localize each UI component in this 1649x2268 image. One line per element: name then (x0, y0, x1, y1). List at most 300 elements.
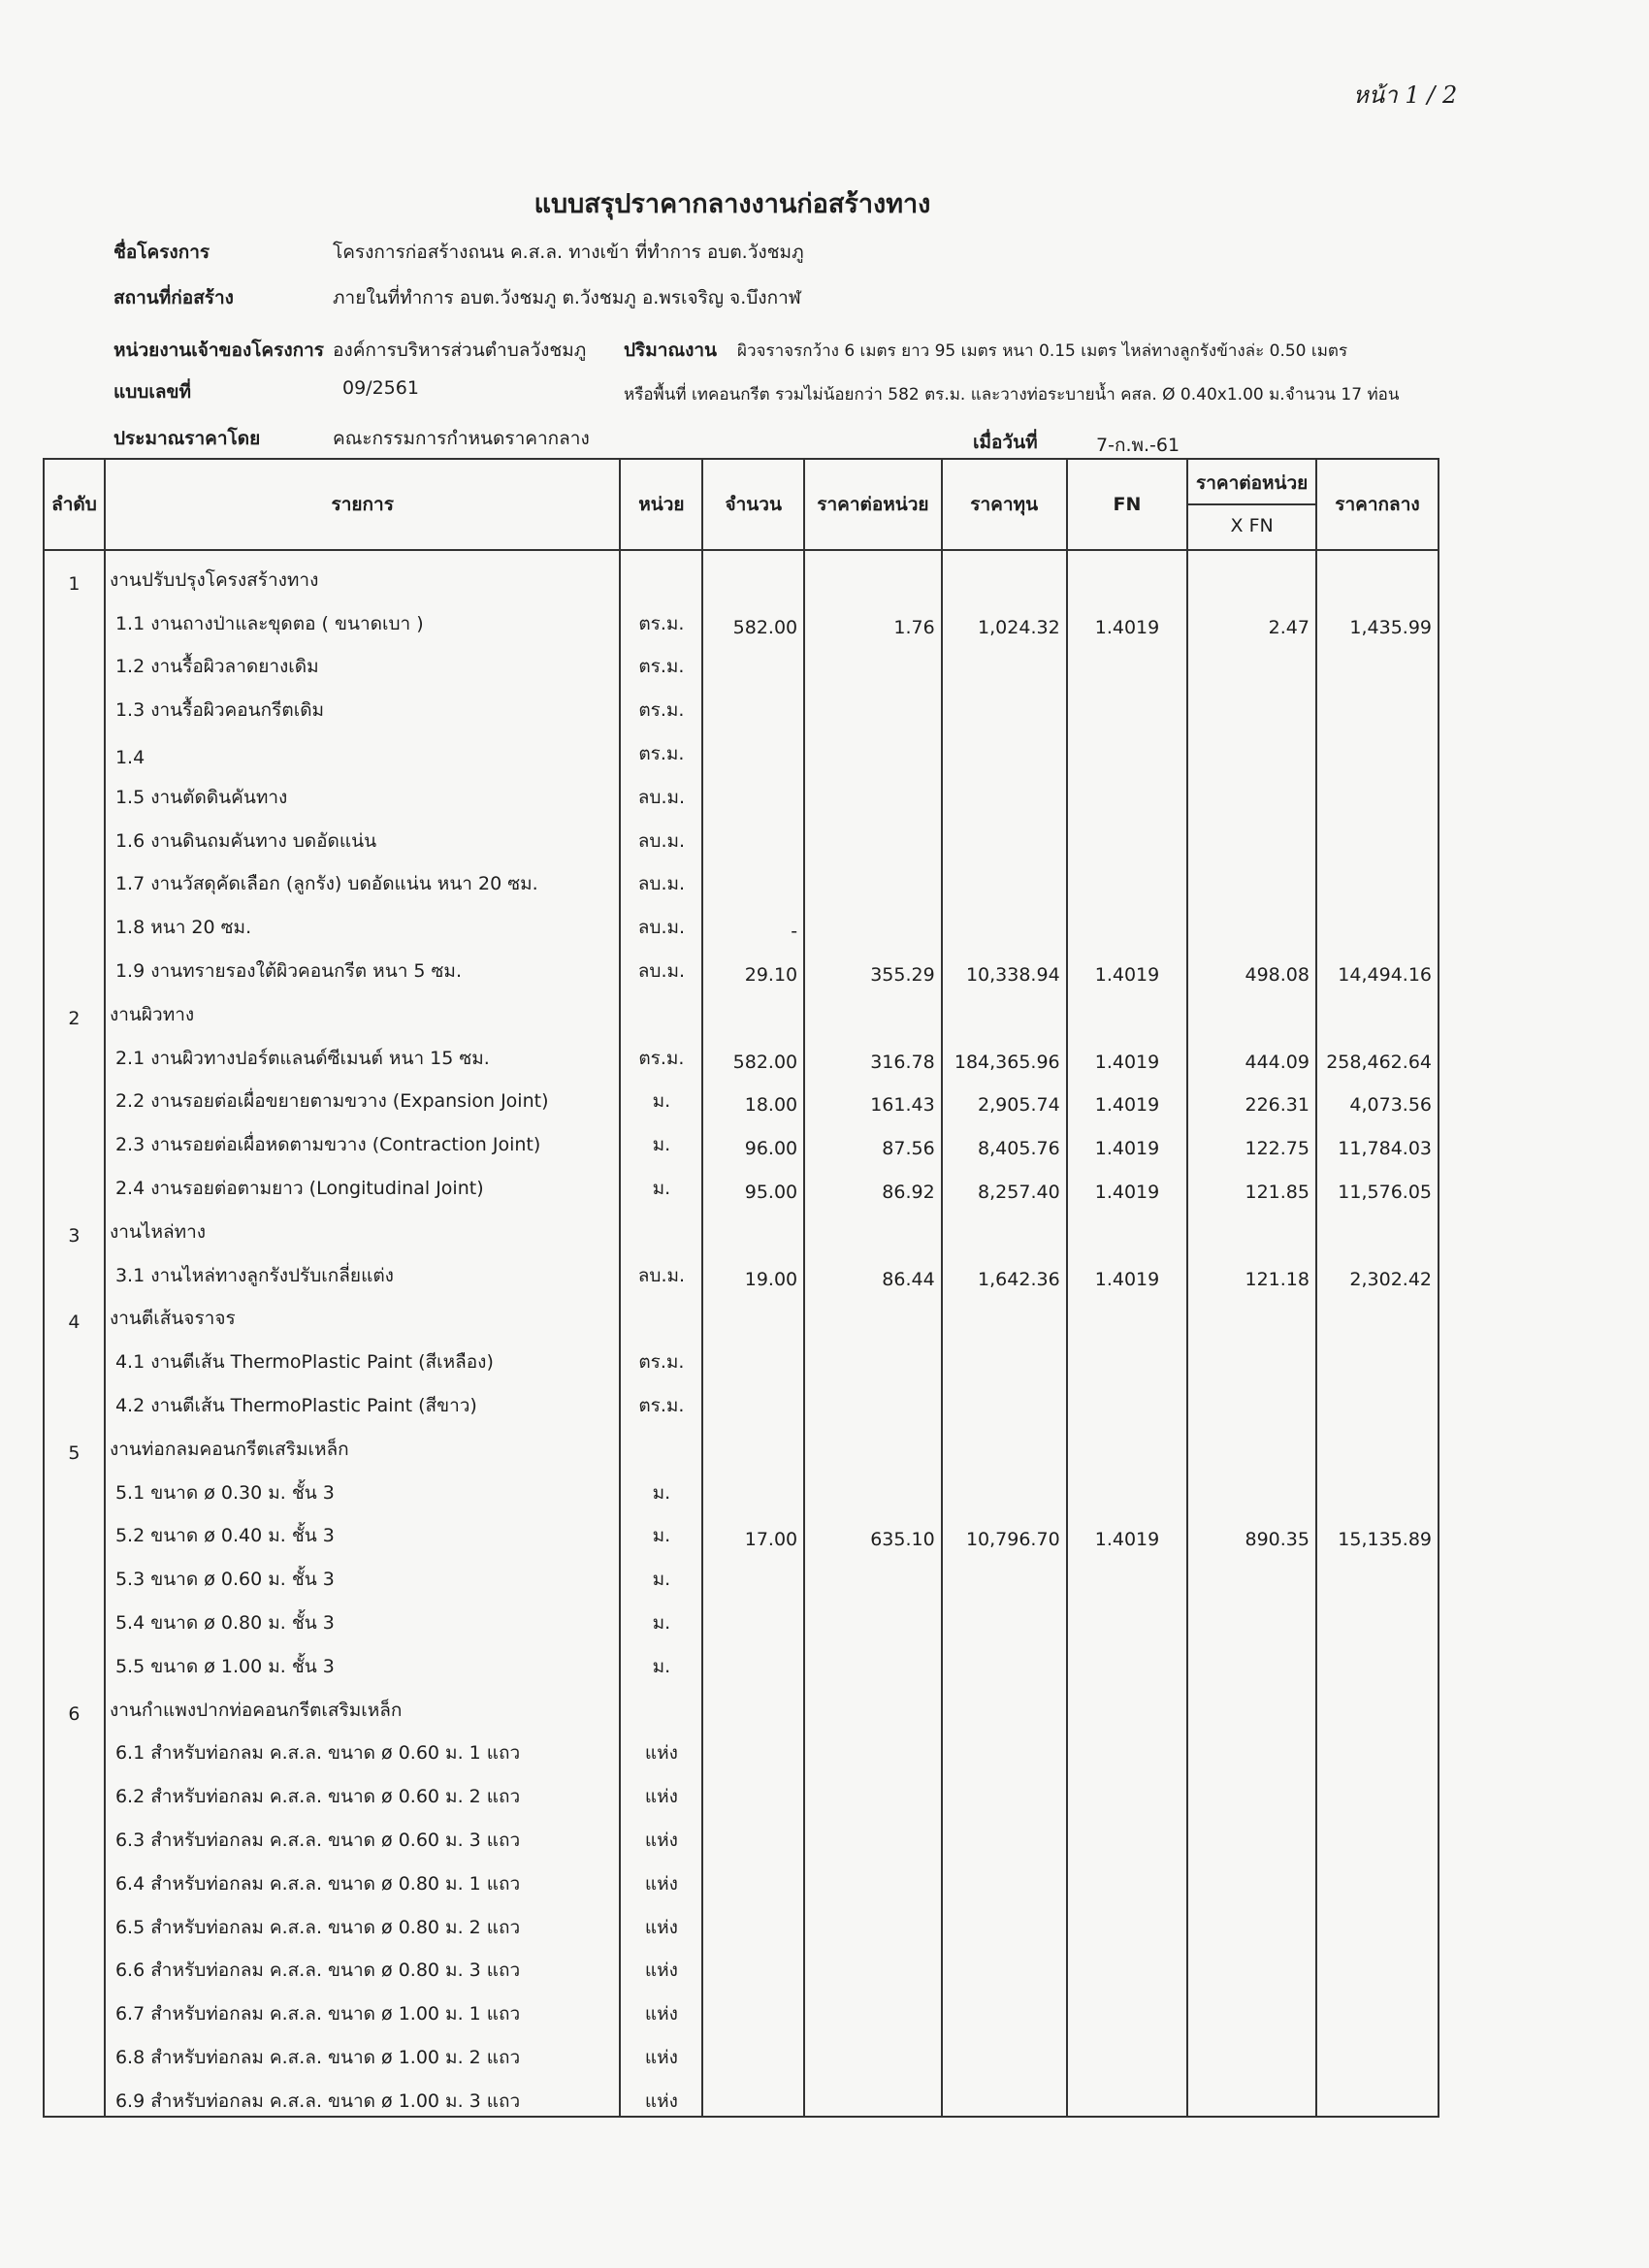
row-number (44, 1377, 105, 1420)
row-fn (1067, 1464, 1188, 1507)
row-description: 6.6 สำหรับท่อกลม ค.ส.ล. ขนาด ø 0.80 ม. 3 แถว (105, 1942, 621, 1986)
row-unit-price (804, 856, 942, 899)
row-unit-price-fn (1187, 1637, 1316, 1681)
row-quantity (702, 638, 804, 682)
row-fn (1067, 812, 1188, 856)
header-no: ลำดับ (44, 459, 105, 550)
row-description: 1.2 งานรื้อผิวลาดยางเดิม (105, 638, 621, 682)
row-number (44, 638, 105, 682)
row-median-price (1316, 986, 1439, 1029)
table-section-row (44, 1681, 1439, 1725)
row-quantity (702, 1637, 804, 1681)
row-description: งานปรับปรุงโครงสร้างทาง (105, 550, 621, 595)
row-median-price (1316, 1811, 1439, 1855)
table-row (44, 2072, 1439, 2117)
row-median-price (1316, 2072, 1439, 2117)
row-unit-price (804, 898, 942, 942)
row-unit-price-fn (1187, 1725, 1316, 1768)
row-number (44, 1767, 105, 1811)
row-fn (1067, 986, 1188, 1029)
row-unit-price (804, 1767, 942, 1811)
row-quantity (702, 1767, 804, 1811)
row-unit-price (804, 1811, 942, 1855)
row-number (44, 1029, 105, 1073)
row-unit-price-fn (1187, 1464, 1316, 1507)
row-quantity (702, 1985, 804, 2028)
row-fn (1067, 1420, 1188, 1464)
row-quantity (702, 812, 804, 856)
estimator-value: คณะกรรมการกำหนดราคากลาง (333, 428, 590, 449)
row-number (44, 1550, 105, 1594)
row-median-price: 2,302.42 (1316, 1247, 1439, 1290)
table-row (44, 1507, 1439, 1551)
row-unit-price-fn (1187, 1855, 1316, 1898)
row-unit-price (804, 1290, 942, 1334)
row-unit-price: 161.43 (804, 1073, 942, 1117)
row-description: 1.7 งานวัสดุคัดเลือก (ลูกรัง) บดอัดแน่น หนา 20 ซม. (105, 856, 621, 899)
table-body (44, 550, 1439, 2117)
row-description: งานตีเส้นจราจร (105, 1290, 621, 1334)
row-unit: ลบ.ม. (620, 942, 702, 986)
row-unit-price (804, 1333, 942, 1377)
row-number (44, 1898, 105, 1942)
row-description: 2.4 งานรอยต่อตามยาว (Longitudinal Joint) (105, 1159, 621, 1203)
row-quantity (702, 768, 804, 812)
row-unit-price-fn (1187, 681, 1316, 725)
row-cost (942, 1333, 1067, 1377)
row-median-price: 258,462.64 (1316, 1029, 1439, 1073)
row-unit-price (804, 2072, 942, 2117)
row-description: 3.1 งานไหล่ทางลูกรังปรับเกลี่ยแต่ง (105, 1247, 621, 1290)
row-cost (942, 1898, 1067, 1942)
row-fn (1067, 1767, 1188, 1811)
row-number (44, 1637, 105, 1681)
row-unit-price-fn (1187, 986, 1316, 1029)
row-median-price (1316, 1942, 1439, 1986)
owner-label: หน่วยงานเจ้าของโครงการ (113, 340, 324, 361)
row-description: 6.3 สำหรับท่อกลม ค.ส.ล. ขนาด ø 0.60 ม. 3 แถว (105, 1811, 621, 1855)
row-unit-price-fn (1187, 1811, 1316, 1855)
row-unit-price-fn (1187, 1290, 1316, 1334)
row-description: 2.1 งานผิวทางปอร์ตแลนด์ซีเมนต์ หนา 15 ซม. (105, 1029, 621, 1073)
row-unit: แห่ง (620, 2072, 702, 2117)
row-unit-price (804, 725, 942, 768)
row-fn (1067, 1811, 1188, 1855)
row-cost: 10,796.70 (942, 1507, 1067, 1551)
table-row (44, 1898, 1439, 1942)
row-fn: 1.4019 (1067, 942, 1188, 986)
row-number (44, 812, 105, 856)
row-unit-price (804, 1203, 942, 1247)
row-fn (1067, 1985, 1188, 2028)
row-cost (942, 768, 1067, 812)
row-quantity (702, 986, 804, 1029)
row-unit-price-fn (1187, 1767, 1316, 1811)
row-number (44, 768, 105, 812)
table-row (44, 1550, 1439, 1594)
row-description: 1.1 งานถางป่าและขุดตอ ( ขนาดเบา ) (105, 595, 621, 638)
row-fn: 1.4019 (1067, 1116, 1188, 1159)
row-description: 6.1 สำหรับท่อกลม ค.ส.ล. ขนาด ø 0.60 ม. 1 แถว (105, 1725, 621, 1768)
row-unit: ตร.ม. (620, 595, 702, 638)
row-median-price (1316, 1290, 1439, 1334)
row-unit-price-fn: 2.47 (1187, 595, 1316, 638)
row-unit: ลบ.ม. (620, 768, 702, 812)
row-number (44, 1116, 105, 1159)
row-quantity (702, 1333, 804, 1377)
row-cost: 8,257.40 (942, 1159, 1067, 1203)
table-row (44, 1073, 1439, 1117)
row-cost: 10,338.94 (942, 942, 1067, 986)
row-quantity (702, 1550, 804, 1594)
row-unit-price-fn (1187, 1550, 1316, 1594)
row-unit (620, 986, 702, 1029)
row-unit: ม. (620, 1594, 702, 1637)
row-cost (942, 1942, 1067, 1986)
row-quantity: 19.00 (702, 1247, 804, 1290)
row-median-price (1316, 1767, 1439, 1811)
row-unit: ม. (620, 1507, 702, 1551)
row-unit-price (804, 638, 942, 682)
row-quantity: 582.00 (702, 595, 804, 638)
drawing-value: 09/2561 (342, 377, 419, 399)
row-unit-price (804, 812, 942, 856)
row-number (44, 1985, 105, 2028)
row-number (44, 2028, 105, 2072)
row-number: 4 (44, 1290, 105, 1334)
row-unit-price-fn (1187, 1377, 1316, 1420)
row-cost (942, 1464, 1067, 1507)
row-number: 5 (44, 1420, 105, 1464)
row-median-price (1316, 681, 1439, 725)
row-unit-price (804, 681, 942, 725)
date-label: เมื่อวันที่ (973, 432, 1038, 453)
row-unit-price-fn (1187, 856, 1316, 899)
row-cost: 184,365.96 (942, 1029, 1067, 1073)
row-unit-price-fn (1187, 638, 1316, 682)
row-cost (942, 681, 1067, 725)
table-row (44, 595, 1439, 638)
row-median-price (1316, 1377, 1439, 1420)
row-unit-price-fn (1187, 2072, 1316, 2117)
row-description: 5.5 ขนาด ø 1.00 ม. ชั้น 3 (105, 1637, 621, 1681)
row-quantity (702, 1290, 804, 1334)
row-unit-price-fn: 122.75 (1187, 1116, 1316, 1159)
header-quantity: จำนวน (702, 459, 804, 550)
row-median-price (1316, 1898, 1439, 1942)
row-unit: แห่ง (620, 1725, 702, 1768)
table-row (44, 1333, 1439, 1377)
row-fn (1067, 1725, 1188, 1768)
row-unit-price-fn (1187, 1420, 1316, 1464)
row-quantity (702, 2072, 804, 2117)
row-unit-price (804, 1942, 942, 1986)
row-unit (620, 1681, 702, 1725)
row-description: 6.4 สำหรับท่อกลม ค.ส.ล. ขนาด ø 0.80 ม. 1 แถว (105, 1855, 621, 1898)
row-median-price (1316, 1333, 1439, 1377)
table-row (44, 942, 1439, 986)
row-unit-price (804, 1681, 942, 1725)
row-median-price (1316, 550, 1439, 595)
row-description: งานท่อกลมคอนกรีตเสริมเหล็ก (105, 1420, 621, 1464)
row-unit: ลบ.ม. (620, 898, 702, 942)
table-row (44, 1594, 1439, 1637)
row-unit: ตร.ม. (620, 1029, 702, 1073)
row-median-price (1316, 1464, 1439, 1507)
table-row (44, 1767, 1439, 1811)
row-quantity (702, 550, 804, 595)
row-description: 6.2 สำหรับท่อกลม ค.ส.ล. ขนาด ø 0.60 ม. 2 แถว (105, 1767, 621, 1811)
row-unit-price (804, 1855, 942, 1898)
row-median-price (1316, 638, 1439, 682)
row-cost: 8,405.76 (942, 1116, 1067, 1159)
row-unit: ตร.ม. (620, 681, 702, 725)
row-fn: 1.4019 (1067, 595, 1188, 638)
row-unit: ม. (620, 1073, 702, 1117)
estimator-label: ประมาณราคาโดย (113, 428, 261, 449)
row-unit: แห่ง (620, 1767, 702, 1811)
row-description: 1.6 งานดินถมคันทาง บดอัดแน่น (105, 812, 621, 856)
row-unit-price (804, 986, 942, 1029)
table-section-row (44, 986, 1439, 1029)
row-quantity (702, 1725, 804, 1768)
row-median-price: 15,135.89 (1316, 1507, 1439, 1551)
row-description: 6.9 สำหรับท่อกลม ค.ส.ล. ขนาด ø 1.00 ม. 3 แถว (105, 2072, 621, 2117)
row-median-price: 1,435.99 (1316, 595, 1439, 638)
table-row (44, 638, 1439, 682)
row-fn (1067, 725, 1188, 768)
row-number (44, 1507, 105, 1551)
table-row (44, 1725, 1439, 1768)
row-description: 1.8 หนา 20 ซม. (105, 898, 621, 942)
row-quantity: 95.00 (702, 1159, 804, 1203)
row-cost (942, 898, 1067, 942)
table-section-row (44, 550, 1439, 595)
row-quantity (702, 2028, 804, 2072)
header-cost: ราคาทุน (942, 459, 1067, 550)
row-number: 6 (44, 1681, 105, 1725)
row-unit-price: 635.10 (804, 1507, 942, 1551)
row-fn (1067, 1681, 1188, 1725)
table-row (44, 1116, 1439, 1159)
document-title: แบบสรุปราคากลางงานก่อสร้างทาง (534, 189, 931, 219)
row-number (44, 1247, 105, 1290)
row-fn (1067, 1203, 1188, 1247)
row-cost (942, 1985, 1067, 2028)
row-cost (942, 856, 1067, 899)
volume-value-line2: หรือพื้นที่ เทคอนกรีต รวมไม่น้อยกว่า 582 ตร.ม. และวางท่อระบายน้ำ คสล. Ø 0.40x1.00 ม.จำนวน 17 ท่อน (624, 385, 1400, 405)
price-estimate-table (43, 458, 1439, 2118)
row-median-price (1316, 725, 1439, 768)
row-cost (942, 2028, 1067, 2072)
row-number: 1 (44, 550, 105, 595)
row-unit-price-fn (1187, 1942, 1316, 1986)
header-median-price: ราคากลาง (1316, 459, 1439, 550)
row-median-price (1316, 1725, 1439, 1768)
row-median-price (1316, 1203, 1439, 1247)
row-fn (1067, 638, 1188, 682)
row-median-price: 11,576.05 (1316, 1159, 1439, 1203)
row-description: 6.5 สำหรับท่อกลม ค.ส.ล. ขนาด ø 0.80 ม. 2 แถว (105, 1898, 621, 1942)
row-unit-price (804, 768, 942, 812)
header-unit-price-fn (1187, 459, 1316, 550)
row-description: 1.4 (105, 725, 621, 768)
row-unit: ลบ.ม. (620, 856, 702, 899)
row-number (44, 1594, 105, 1637)
table-row (44, 1855, 1439, 1898)
row-cost (942, 1811, 1067, 1855)
row-description: 4.2 งานตีเส้น ThermoPlastic Paint (สีขาว) (105, 1377, 621, 1420)
page-number: หน้า 1 / 2 (1353, 81, 1458, 109)
row-unit-price-fn: 890.35 (1187, 1507, 1316, 1551)
row-unit-price (804, 1725, 942, 1768)
row-median-price (1316, 1420, 1439, 1464)
row-description: 2.3 งานรอยต่อเผื่อหดตามขวาง (Contraction Joint) (105, 1116, 621, 1159)
table-row (44, 681, 1439, 725)
row-unit-price (804, 1594, 942, 1637)
row-unit-price-fn (1187, 1985, 1316, 2028)
row-median-price (1316, 1681, 1439, 1725)
row-number (44, 1942, 105, 1986)
row-unit: ม. (620, 1637, 702, 1681)
row-description: งานผิวทาง (105, 986, 621, 1029)
row-quantity (702, 1681, 804, 1725)
row-unit (620, 1203, 702, 1247)
row-unit-price (804, 1420, 942, 1464)
row-median-price: 14,494.16 (1316, 942, 1439, 986)
row-unit-price-fn (1187, 1203, 1316, 1247)
row-unit-price (804, 1637, 942, 1681)
row-median-price (1316, 898, 1439, 942)
row-number (44, 681, 105, 725)
row-unit: แห่ง (620, 1855, 702, 1898)
row-median-price (1316, 1550, 1439, 1594)
row-unit-price (804, 1898, 942, 1942)
row-unit-price-fn (1187, 725, 1316, 768)
table-row (44, 1247, 1439, 1290)
header-description: รายการ (105, 459, 621, 550)
table-row (44, 1159, 1439, 1203)
row-unit-price-fn (1187, 812, 1316, 856)
header-fn: FN (1067, 459, 1188, 550)
project-label: ชื่อโครงการ (113, 242, 210, 263)
drawing-label: แบบเลขที่ (113, 381, 192, 403)
row-unit-price (804, 1464, 942, 1507)
row-cost: 2,905.74 (942, 1073, 1067, 1117)
row-fn (1067, 550, 1188, 595)
row-unit: ตร.ม. (620, 1377, 702, 1420)
row-unit-price-fn: 121.85 (1187, 1159, 1316, 1203)
row-unit: ลบ.ม. (620, 1247, 702, 1290)
row-fn (1067, 856, 1188, 899)
row-number (44, 1159, 105, 1203)
row-quantity: 582.00 (702, 1029, 804, 1073)
row-quantity (702, 1855, 804, 1898)
row-unit-price (804, 550, 942, 595)
row-median-price (1316, 812, 1439, 856)
table-row (44, 812, 1439, 856)
row-cost (942, 550, 1067, 595)
row-unit-price-fn (1187, 550, 1316, 595)
row-quantity (702, 1464, 804, 1507)
row-unit (620, 1290, 702, 1334)
row-quantity: 96.00 (702, 1116, 804, 1159)
row-unit-price-fn: 121.18 (1187, 1247, 1316, 1290)
row-median-price (1316, 768, 1439, 812)
table-section-row (44, 1420, 1439, 1464)
row-median-price: 4,073.56 (1316, 1073, 1439, 1117)
row-number (44, 2072, 105, 2117)
row-number (44, 1333, 105, 1377)
row-fn (1067, 1550, 1188, 1594)
row-description: งานไหล่ทาง (105, 1203, 621, 1247)
row-cost: 1,024.32 (942, 595, 1067, 638)
table-row (44, 1464, 1439, 1507)
row-unit-price: 86.44 (804, 1247, 942, 1290)
row-unit-price-fn: 444.09 (1187, 1029, 1316, 1073)
row-median-price (1316, 1637, 1439, 1681)
table-row (44, 1637, 1439, 1681)
row-fn: 1.4019 (1067, 1159, 1188, 1203)
row-number: 2 (44, 986, 105, 1029)
row-fn (1067, 2072, 1188, 2117)
row-cost (942, 1681, 1067, 1725)
row-cost (942, 1594, 1067, 1637)
row-unit-price: 1.76 (804, 595, 942, 638)
row-unit: แห่ง (620, 2028, 702, 2072)
row-median-price (1316, 1985, 1439, 2028)
table-row (44, 1377, 1439, 1420)
row-number (44, 942, 105, 986)
row-cost (942, 638, 1067, 682)
row-number (44, 1073, 105, 1117)
row-number (44, 1855, 105, 1898)
row-fn (1067, 1594, 1188, 1637)
table-row (44, 1942, 1439, 1986)
row-description: 1.9 งานทรายรองใต้ผิวคอนกรีต หนา 5 ซม. (105, 942, 621, 986)
site-value: ภายในที่ทำการ อบต.วังชมภู ต.วังชมภู อ.พรเจริญ จ.บึงกาฬ (333, 287, 801, 308)
row-fn: 1.4019 (1067, 1507, 1188, 1551)
row-unit-price (804, 1377, 942, 1420)
row-cost (942, 1637, 1067, 1681)
table-row (44, 1029, 1439, 1073)
row-number (44, 856, 105, 899)
table-row (44, 856, 1439, 899)
row-fn: 1.4019 (1067, 1073, 1188, 1117)
table-row (44, 725, 1439, 768)
volume-value: ผิวจราจรกว้าง 6 เมตร ยาว 95 เมตร หนา 0.15 เมตร ไหล่ทางลูกรังข้างล่ะ 0.50 เมตร (737, 341, 1348, 361)
row-fn (1067, 1855, 1188, 1898)
row-unit-price-fn (1187, 1898, 1316, 1942)
row-description: 6.8 สำหรับท่อกลม ค.ส.ล. ขนาด ø 1.00 ม. 2 แถว (105, 2028, 621, 2072)
header-unit-price-fn-top: ราคาต่อหน่วย (1195, 472, 1309, 494)
row-number (44, 898, 105, 942)
row-fn (1067, 1377, 1188, 1420)
row-unit (620, 1420, 702, 1464)
row-number (44, 1725, 105, 1768)
row-fn (1067, 1637, 1188, 1681)
row-fn (1067, 898, 1188, 942)
row-unit-price: 87.56 (804, 1116, 942, 1159)
row-unit: แห่ง (620, 1985, 702, 2028)
row-cost (942, 725, 1067, 768)
table-row (44, 768, 1439, 812)
row-description: 5.4 ขนาด ø 0.80 ม. ชั้น 3 (105, 1594, 621, 1637)
row-quantity (702, 681, 804, 725)
header-unit-price-fn-bottom: X FN (1188, 503, 1315, 542)
row-quantity: 18.00 (702, 1073, 804, 1117)
row-cost (942, 986, 1067, 1029)
